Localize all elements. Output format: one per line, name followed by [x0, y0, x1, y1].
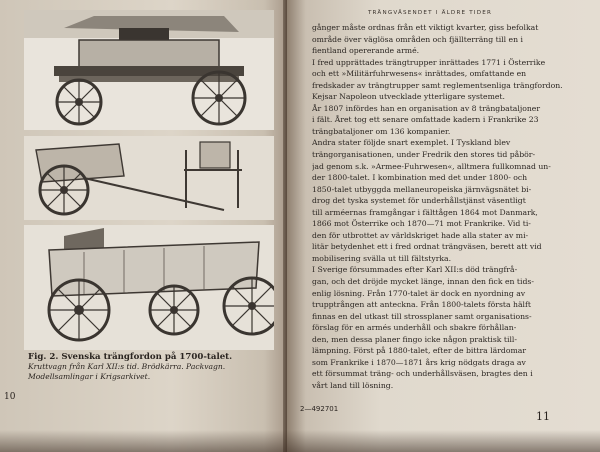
text-line: finnas en del utkast till strossplaner samt organisations- — [312, 311, 532, 321]
text-line: fredskader av trängtrupper samt reglementsenliga trängfordon. — [312, 80, 563, 90]
left-page-number: 10 — [4, 392, 16, 402]
text-line: och ett »Militärfuhrwesens« inrättades, omfattande en — [312, 69, 527, 79]
wagon-illustration-svg — [24, 10, 274, 350]
text-line: I Sverige försummades efter Karl XII:s död trängfrå- — [312, 265, 518, 275]
caption-description: Kruttvagn från Karl XII:s tid. Brödkärra. Packvagn. Modellsamlingar i Krigsarkivet. — [28, 362, 226, 381]
ammunition-wagon-image — [24, 10, 274, 130]
wagon-illustrations — [24, 10, 274, 350]
footer-signature: 2—492701 — [300, 405, 339, 413]
text-line: ett försummat träng- och underhållsväsen, bragtes den i — [312, 369, 533, 379]
text-line: i fält. Året tog ett senare omfattade kadern i Frankrike 23 — [312, 115, 539, 125]
text-line: mobilisering svälla ut till fältstyrka. — [312, 253, 452, 263]
text-line: Andra stater följde snart exemplet. I Tyskland blev — [312, 138, 511, 148]
text-line: jad genom s.k. »Armee-Fuhrwesen«, alltmera fullkomnad un- — [312, 161, 551, 171]
text-line: trängbataljoner om 136 kompanier. — [312, 126, 451, 136]
text-line: drog det tyska systemet för underhållstjänst väsentligt — [312, 196, 526, 206]
figure-caption — [28, 352, 274, 382]
text-line: som Frankrike i 1870—1871 års krig nödgats draga av — [312, 357, 526, 367]
text-line: enlig lösning. Från 1770-talet är dock en nyordning av — [312, 288, 526, 298]
bottom-shadow — [0, 430, 600, 452]
text-line: område över väglösa områden och fjällterräng till en i — [312, 34, 523, 44]
text-line: gånger måste ordnas från ett viktigt kvarter, giss befolkat — [312, 23, 539, 32]
running-head: TRÄNGVÄSENDET I ÄLDRE TIDER — [367, 10, 493, 16]
right-page-number: 11 — [536, 410, 550, 423]
text-line: den, men dessa planer fingo icke någon praktisk till- — [312, 334, 517, 344]
text-line: trupptrången att anteckna. Från 1800-talets första hälft — [312, 300, 531, 310]
text-line: förslag för en armés underhåll och sbakre förhållan- — [312, 323, 517, 333]
left-page — [0, 0, 287, 452]
body-text — [312, 22, 564, 392]
text-line: till arméernas framgångar i fälttågen 1864 mot Danmark, — [312, 207, 538, 217]
text-line: litär betydenhet ett i fred ordnat trängväsen, berett att vid — [312, 242, 542, 252]
text-line: vårt land till lösning. — [312, 380, 394, 390]
text-line: den för utbrottet av världskriget hade alla stater av mi- — [312, 230, 529, 240]
text-line: Kejsar Napoleon utvecklade ytterligare systemet. — [312, 92, 505, 102]
baggage-wagon-image — [24, 225, 274, 350]
text-line: trängorganisationen, under Fredrik den stores tid påbör- — [312, 150, 536, 160]
text-line: 1850-talet utbyggda mellaneuropeiska järnvägsnätet bi- — [312, 184, 532, 194]
text-line: 1866 mot Österrike och 1870—71 mot Frankrike. Vid ti- — [312, 219, 531, 229]
text-line: der 1800-talet. I kombination med det under 1800- och — [312, 173, 528, 183]
text-line: År 1807 infördes han en organisation av 8 trängbataljoner — [312, 103, 541, 113]
bread-cart-image — [24, 136, 274, 220]
text-line: lämpning. Först på 1880-talet, efter de bittra lärdomar — [312, 346, 527, 356]
text-line: fientland opererande armé. — [312, 46, 420, 56]
text-line: I fred upprättades trängtrupper inrättades 1771 i Österrike — [312, 57, 546, 67]
caption-title: Fig. 2. Svenska trängfordon på 1700-talet. — [28, 352, 233, 362]
text-line: gan, och det dröjde mycket länge, innan den fick en tids- — [312, 277, 534, 287]
